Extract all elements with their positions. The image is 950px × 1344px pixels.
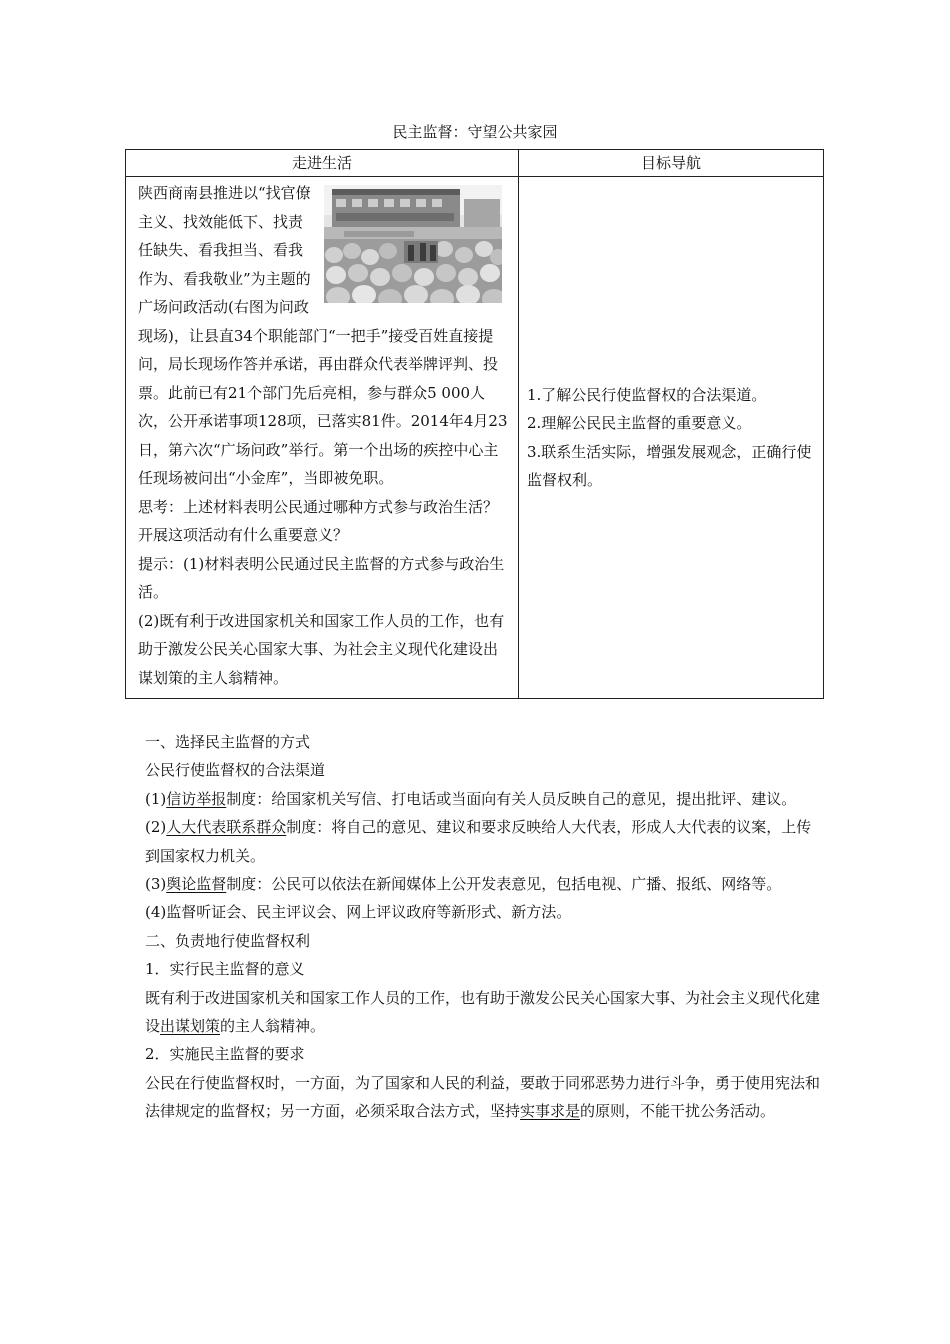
goals-cell [519,177,824,699]
channel-item-4: (4)监督听证会、民主评议会、网上评议政府等新形式、新方法。 [145,903,572,922]
section2-heading: 二、负责地行使监督权利 [145,931,311,950]
square-forum-photo [324,185,502,303]
key-term: 实事求是 [520,1102,581,1121]
goal-item: 1.了解公民行使监督权的合法渠道。 [527,385,767,404]
document-title: 民主监督：守望公共家园 [392,123,558,141]
item-text: 制度：将自己的意见、建议和要求反映给人大代表，形成人大代表的议案，上传到国家权力机关。 [145,818,812,865]
key-term: 舆论监督 [166,875,227,894]
material-paragraph: 陕西商南县推进以“找官僚主义、找效能低下、找责任缺失、看我担当、看我作为、看我敬业”为主题的广场问政活动(右图为问政现场)，让县直34个职能部门“一把手”接受百姓直接提问，局长现场作答并承诺，再由群众代表举牌评判、投票。此前已有21个部门先后亮相，参与群众5 000人次，公开承诺事项128项，已落实81件。2014年4月23日，第六次“广场问政”举行。第一个出场的疾控中心主任现场被问出“小金库”，当即被免职。 [138,184,508,487]
channel-item-1 [145,785,820,813]
hint-1: 提示：(1)材料表明公民通过民主监督的方式参与政治生活。 [138,554,505,601]
life-cell [126,177,519,699]
goal-item: 2.理解公民民主监督的重要意义。 [527,414,752,432]
goal-item: 3.联系生活实际，增强发展观念，正确行使监督权利。 [527,442,812,489]
significance-text [145,984,820,1041]
item-text: 制度：给国家机关写信、打电话或当面向有关人员反映自己的意见，提出批评、建议。 [226,789,797,808]
header-goals: 目标导航 [519,150,824,177]
text-run: 的主人翁精神。 [220,1017,326,1036]
header-life: 走进生活 [126,150,519,177]
text-run: 的原则，不能干扰公务活动。 [580,1102,776,1121]
section1-heading: 一、选择民主监督的方式 [145,733,311,751]
item-prefix: (3) [145,875,167,894]
channel-item-3 [145,870,820,898]
intro-table [125,149,824,699]
item-prefix: (1) [145,789,167,808]
hint-2: (2)既有利于改进国家机关和国家工作人员的工作，也有助于激发公民关心国家大事、为社会主义现代化建设出谋划策的主人翁精神。 [138,611,505,687]
channel-item-2 [145,813,820,870]
requirement-text [145,1069,820,1126]
item-text: 制度：公民可以依法在新闻媒体上公开发表意见，包括电视、广播、报纸、网络等。 [226,875,782,894]
key-term: 出谋划策 [160,1017,221,1036]
think-question: 思考：上述材料表明公民通过哪种方式参与政治生活？开展这项活动有什么重要意义？ [138,497,499,544]
text-run: 既有利于改进国家机关和国家工作人员的工作，也有助于激发公民关心国家大事、为社会主义现代化建设 [145,988,821,1036]
key-term: 信访举报 [166,789,227,808]
key-term: 人大代表联系群众 [166,818,287,837]
text-run: 公民在行使监督权时，一方面，为了国家和人民的利益，要敢于同邪恶势力进行斗争，勇于使用宪法和法律规定的监督权；另一方面，必须采取合法方式，坚持 [145,1073,821,1121]
notes-body [145,728,820,1126]
requirement-heading: 2．实施民主监督的要求 [145,1045,305,1064]
significance-heading: 1．实行民主监督的意义 [145,960,305,979]
item-prefix: (2) [145,818,167,837]
section1-subheading: 公民行使监督权的合法渠道 [145,761,326,780]
